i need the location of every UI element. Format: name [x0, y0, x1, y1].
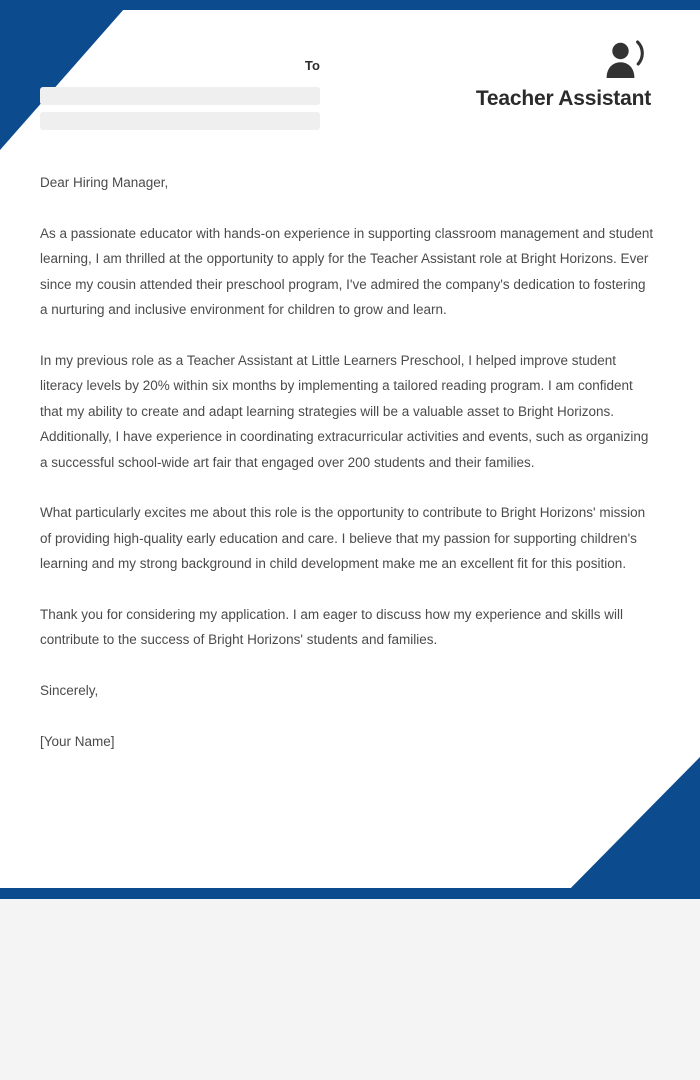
recipient-placeholder-line-1[interactable]: [40, 87, 320, 105]
to-label: To: [304, 58, 320, 73]
letter-header: [0, 0, 700, 150]
bottom-right-corner-accent: [560, 757, 700, 899]
salutation: Dear Hiring Manager,: [40, 175, 169, 190]
job-title-block: [476, 40, 651, 111]
page-title: Teacher Assistant: [475, 87, 651, 110]
letter-paragraph-2: In my previous role as a Teacher Assistant at Little Learners Preschool, I helped improve student literacy levels by 20% within six months by implementing a tailored reading program. I am confident that my ability to create and adapt learning strategies will be a valuable asset to Bright Horizons. Additionally, I have experience in coordinating extracurricular activities and events, such as organizing a successful school-wide art fair that engaged over 200 students and their families.: [40, 352, 649, 470]
closing-salutation: Sincerely,: [40, 682, 99, 698]
bottom-accent-bar: [0, 888, 700, 899]
recipient-placeholder-line-2[interactable]: [40, 112, 320, 130]
letter-paragraph-1: As a passionate educator with hands-on experience in supporting classroom management and student learning, I am thrilled at the opportunity to apply for the Teacher Assistant role at Bright Horizons. Ever since my cousin attended their preschool program, I've admired the company's dedication to fostering a nurturing and inclusive environment for children to grow and learn.: [40, 225, 654, 317]
signature-name: [Your Name]: [40, 734, 115, 749]
recipient-block: [40, 58, 320, 130]
teacher-presenter-person-icon: [605, 40, 647, 80]
page-background-area: [0, 899, 700, 1080]
letter-body: [40, 170, 656, 755]
letter-paragraph-4: Thank you for considering my application. I am eager to discuss how my experience and skills will contribute to the success of Bright Horizons' students and families.: [40, 606, 624, 647]
letter-paragraph-3: What particularly excites me about this role is the opportunity to contribute to Bright Horizons' mission of providing high-quality early education and care. I believe that my passion for supporting children's learning and my strong background in child development make me an excellent fit for this position.: [40, 505, 646, 571]
